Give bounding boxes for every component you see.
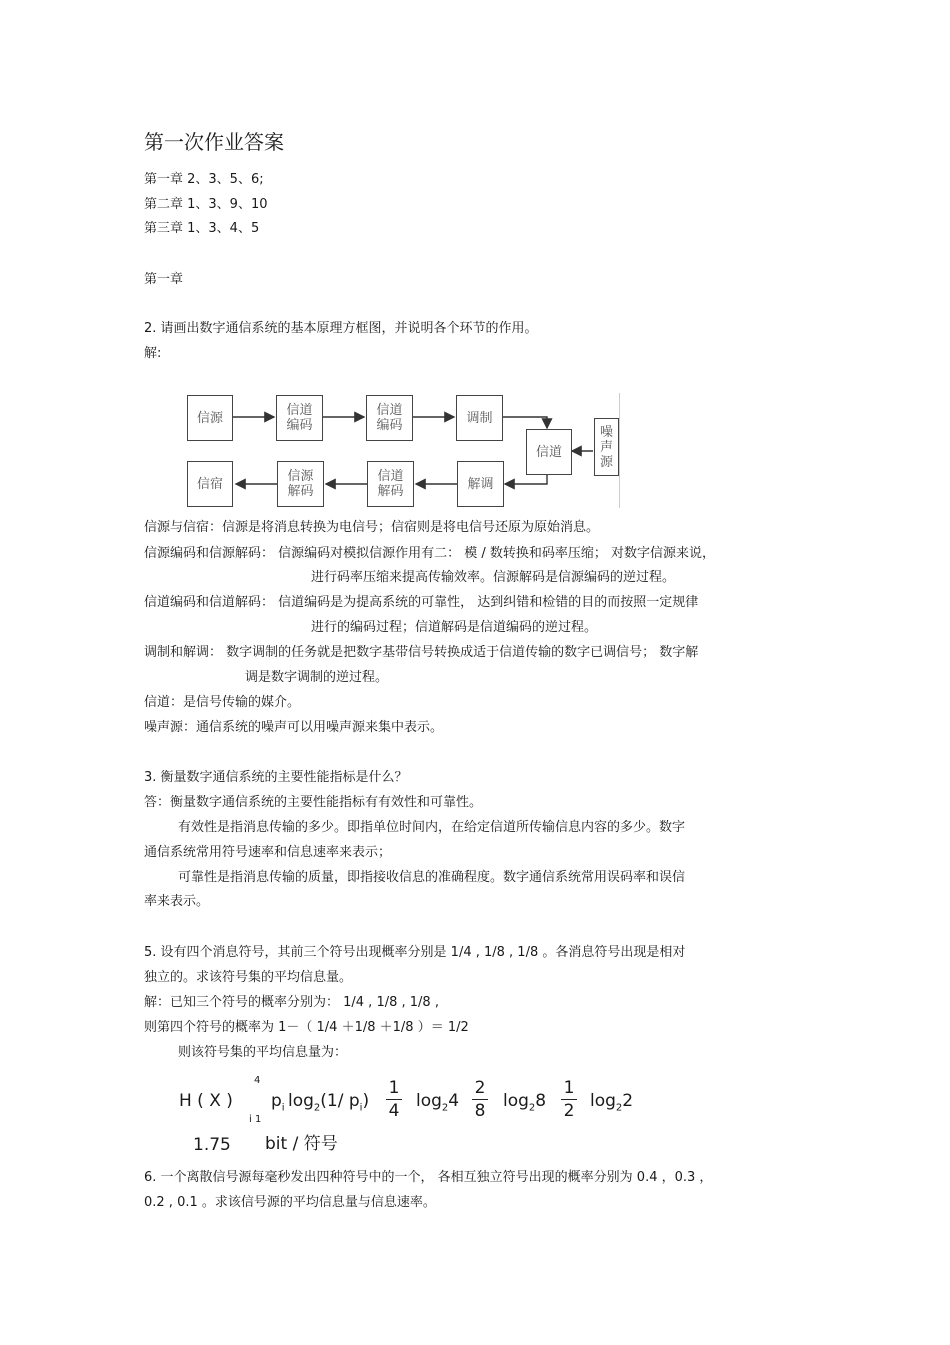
text-line: 信源与信宿：信源是将消息转换为电信号；信宿则是将电信号还原为原始消息。: [144, 520, 600, 535]
assignment-line: 第三章 1、3、4、5: [144, 221, 260, 236]
text-line: 信源编码和信源解码： 信源编码对模拟信源作用有二： 模 / 数转换和码率压缩； 对数字信源来说，: [144, 546, 716, 561]
text-line: 则第四个符号的概率为 1－（ 1/4 ＋1/8 ＋1/8 ）＝ 1/2: [144, 1020, 469, 1035]
text-line: 可靠性是指消息传输的质量，即指接收信息的准确程度。数字通信系统常用误码率和误信: [178, 870, 686, 885]
question-6: 6. 一个离散信号源每毫秒发出四种符号中的一个， 各相互独立符号出现的概率分别为 0.4 ，0.3 ，: [144, 1170, 713, 1185]
text-line: 答：衡量数字通信系统的主要性能指标有有效性和可靠性。: [144, 795, 483, 810]
text-line: 0.2 , 0.1 。求该信号源的平均信息量与信息速率。: [144, 1195, 436, 1210]
modulator-block: 调制: [456, 395, 503, 441]
source-decoder-block: 信源 解码: [277, 461, 324, 507]
text-line: 通信系统常用符号速率和信息速率来表示；: [144, 845, 392, 860]
answer-label: 解:: [144, 346, 162, 361]
formula-lhs: H ( X ): [179, 1091, 233, 1111]
source-block: 信源: [187, 395, 233, 441]
formula-result: 1.75: [193, 1135, 231, 1155]
sum-lower: i 1: [249, 1114, 262, 1125]
question-2: 2. 请画出数字通信系统的基本原理方框图，并说明各个环节的作用。: [144, 321, 538, 336]
sink-block: 信宿: [187, 461, 233, 507]
text-line: 信道：是信号传输的媒介。: [144, 695, 301, 710]
formula-log-term: $\log_2(1/$ $p_i$): [288, 1091, 370, 1114]
noise-source-block: 噪 声 源: [594, 418, 619, 476]
sum-upper: 4: [254, 1075, 261, 1086]
text-line: 率来表示。: [144, 894, 210, 909]
formula-term: $p_i$: [271, 1091, 285, 1114]
source-encoder-block: 信道 编码: [276, 395, 323, 441]
text-line: 噪声源：通信系统的噪声可以用噪声源来集中表示。: [144, 720, 444, 735]
formula-unit: bit / 符号: [265, 1134, 338, 1154]
channel-decoder-block: 信道 解码: [367, 461, 414, 507]
text-line: 进行的编码过程；信道解码是信道编码的逆过程。: [311, 620, 598, 635]
assignment-line: 第二章 1、3、9、10: [144, 197, 268, 212]
text-line: 独立的。求该符号集的平均信息量。: [144, 970, 353, 985]
channel-encoder-block: 信道 编码: [366, 395, 413, 441]
text-line: 有效性是指消息传输的多少。即指单位时间内，在给定信道所传输信息内容的多少。数字: [178, 820, 686, 835]
fraction-3: 1 2: [561, 1078, 577, 1121]
channel-block: 信道: [526, 429, 572, 475]
formula-log-4: $\log_24$: [416, 1091, 460, 1114]
text-line: 解：已知三个符号的概率分别为： 1/4 , 1/8 , 1/8 ,: [144, 995, 439, 1010]
fraction-1: 1 4: [386, 1078, 402, 1121]
text-line: 进行码率压缩来提高传输效率。信源解码是信源编码的逆过程。: [311, 570, 676, 585]
formula-log-8: $\log_28$: [503, 1091, 547, 1114]
text-line: 则该符号集的平均信息量为：: [178, 1045, 348, 1060]
text-line: 调是数字调制的逆过程。: [245, 670, 389, 685]
text-line: 信道编码和信道解码： 信道编码是为提高系统的可靠性， 达到纠错和检错的目的而按照一定规律: [144, 595, 699, 610]
assignment-line: 第一章 2、3、5、6;: [144, 172, 264, 187]
demodulator-block: 解调: [457, 461, 504, 507]
formula-log-2: $\log_22$: [590, 1091, 634, 1114]
question-5: 5. 设有四个消息符号，其前三个符号出现概率分别是 1/4 , 1/8 , 1/8 。各消息符号出现是相对: [144, 945, 686, 960]
text-line: 调制和解调： 数字调制的任务就是把数字基带信号转换成适于信道传输的数字已调信号； 数字解: [144, 645, 699, 660]
chapter-heading: 第一章: [144, 272, 184, 287]
question-3: 3. 衡量数字通信系统的主要性能指标是什么？: [144, 770, 408, 785]
fraction-2: 2 8: [472, 1078, 488, 1121]
page-title: 第一次作业答案: [144, 130, 284, 154]
